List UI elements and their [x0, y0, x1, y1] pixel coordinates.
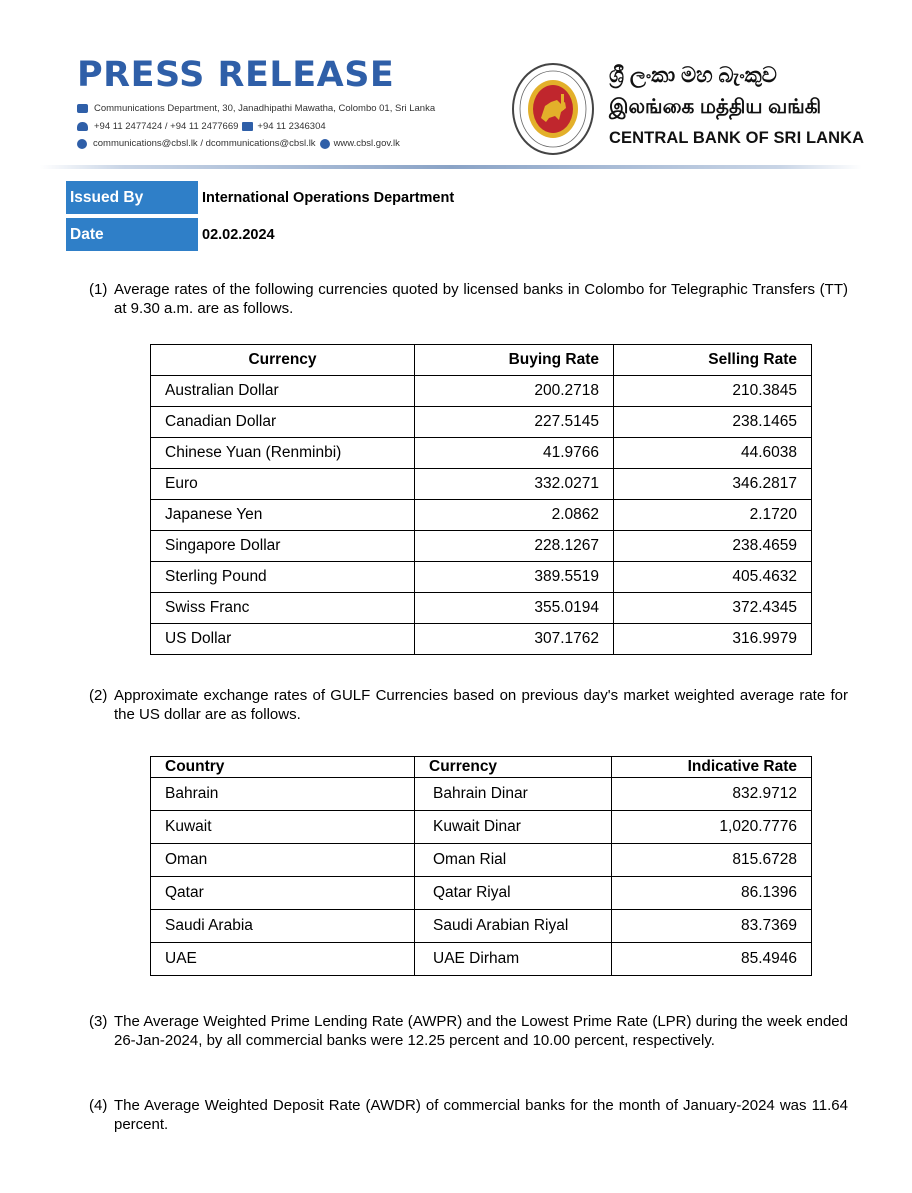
currency-cell: Singapore Dollar	[151, 531, 415, 562]
buying-rate-cell: 389.5519	[415, 562, 614, 593]
section-1-paragraph	[89, 280, 848, 318]
currency-cell: Australian Dollar	[151, 376, 415, 407]
indicative-rate-cell: 1,020.7776	[612, 811, 812, 844]
contact-email	[77, 138, 400, 149]
selling-rate-cell: 316.9979	[614, 624, 812, 655]
table-row	[151, 407, 812, 438]
table-row	[151, 469, 812, 500]
selling-rate-cell: 238.1465	[614, 407, 812, 438]
currency-cell: Qatar Riyal	[415, 877, 612, 910]
table-row	[151, 562, 812, 593]
address-text: Communications Department, 30, Janadhipathi Mawatha, Colombo 01, Sri Lanka	[94, 103, 436, 114]
date-label: Date	[66, 218, 198, 251]
table-row	[151, 778, 812, 811]
currency-cell: Saudi Arabian Riyal	[415, 910, 612, 943]
bank-name-english: CENTRAL BANK OF SRI LANKA	[609, 129, 865, 147]
central-bank-seal-logo	[511, 62, 595, 156]
website-text[interactable]: www.cbsl.gov.lk	[333, 138, 400, 149]
selling-rate-cell: 405.4632	[614, 562, 812, 593]
currency-cell: Chinese Yuan (Renminbi)	[151, 438, 415, 469]
indicative-rate-cell: 83.7369	[612, 910, 812, 943]
section-number: (2)	[89, 687, 108, 704]
issued-by-value: International Operations Department	[202, 189, 455, 206]
currency-cell: US Dollar	[151, 624, 415, 655]
bank-name-sinhala: ශ්‍රී ලංකා මහ බැංකුව	[609, 64, 777, 87]
currency-cell: UAE Dirham	[415, 943, 612, 976]
bank-name-tamil: இலங்கை மத்திய வங்கி	[609, 96, 822, 118]
section-number: (3)	[89, 1013, 108, 1030]
issued-by-label: Issued By	[66, 181, 198, 214]
country-cell: UAE	[151, 943, 415, 976]
country-cell: Bahrain	[151, 778, 415, 811]
fax-text: +94 11 2346304	[257, 121, 326, 132]
buying-rate-cell: 200.2718	[415, 376, 614, 407]
table-row	[151, 500, 812, 531]
table-row	[151, 593, 812, 624]
selling-rate-cell: 346.2817	[614, 469, 812, 500]
date-value: 02.02.2024	[202, 226, 275, 243]
table-row	[151, 877, 812, 910]
section-text: Approximate exchange rates of GULF Currencies based on previous day's market weighted average rate for the US dollar are as follows.	[114, 687, 848, 723]
phone-text: +94 11 2477424 / +94 11 2477669	[94, 121, 239, 132]
table-row	[151, 811, 812, 844]
contact-phone	[77, 121, 326, 132]
tt-rates-table	[150, 344, 812, 655]
table-header-row	[151, 757, 812, 778]
mail-icon	[77, 104, 88, 113]
column-header-selling-rate: Selling Rate	[614, 345, 812, 376]
header-divider	[40, 165, 862, 169]
table-row	[151, 376, 812, 407]
table-header-row	[151, 345, 812, 376]
country-cell: Qatar	[151, 877, 415, 910]
phone-icon	[77, 122, 88, 131]
buying-rate-cell: 2.0862	[415, 500, 614, 531]
section-number: (1)	[89, 281, 108, 298]
section-text: The Average Weighted Prime Lending Rate (AWPR) and the Lowest Prime Rate (LPR) during the week ended 26-Jan-2024, by all commercial banks were 12.25 percent and 10.00 percent, respectively.	[114, 1013, 848, 1049]
fax-icon	[242, 122, 253, 131]
page-title: PRESS RELEASE	[77, 55, 395, 95]
column-header-currency: Currency	[415, 757, 612, 778]
currency-cell: Canadian Dollar	[151, 407, 415, 438]
indicative-rate-cell: 85.4946	[612, 943, 812, 976]
indicative-rate-cell: 815.6728	[612, 844, 812, 877]
table-row	[151, 844, 812, 877]
table-row	[151, 531, 812, 562]
selling-rate-cell: 44.6038	[614, 438, 812, 469]
currency-cell: Swiss Franc	[151, 593, 415, 624]
table-row	[151, 910, 812, 943]
column-header-country: Country	[151, 757, 415, 778]
column-header-indicative-rate: Indicative Rate	[612, 757, 812, 778]
indicative-rate-cell: 832.9712	[612, 778, 812, 811]
section-4-paragraph	[89, 1096, 848, 1134]
selling-rate-cell: 210.3845	[614, 376, 812, 407]
country-cell: Kuwait	[151, 811, 415, 844]
buying-rate-cell: 228.1267	[415, 531, 614, 562]
selling-rate-cell: 238.4659	[614, 531, 812, 562]
contact-address	[77, 103, 435, 114]
country-cell: Saudi Arabia	[151, 910, 415, 943]
section-2-paragraph	[89, 686, 848, 724]
at-icon	[77, 139, 87, 149]
selling-rate-cell: 2.1720	[614, 500, 812, 531]
section-number: (4)	[89, 1097, 108, 1114]
table-row	[151, 943, 812, 976]
section-3-paragraph	[89, 1012, 848, 1050]
currency-cell: Bahrain Dinar	[415, 778, 612, 811]
column-header-buying-rate: Buying Rate	[415, 345, 614, 376]
buying-rate-cell: 307.1762	[415, 624, 614, 655]
email-text[interactable]: communications@cbsl.lk / dcommunications@cbsl.lk	[93, 138, 316, 149]
buying-rate-cell: 355.0194	[415, 593, 614, 624]
currency-cell: Sterling Pound	[151, 562, 415, 593]
table-row	[151, 624, 812, 655]
currency-cell: Japanese Yen	[151, 500, 415, 531]
currency-cell: Kuwait Dinar	[415, 811, 612, 844]
country-cell: Oman	[151, 844, 415, 877]
currency-cell: Euro	[151, 469, 415, 500]
gulf-rates-table	[150, 756, 812, 976]
section-text: The Average Weighted Deposit Rate (AWDR) of commercial banks for the month of January-2024 was 11.64 percent.	[114, 1097, 848, 1133]
buying-rate-cell: 41.9766	[415, 438, 614, 469]
currency-cell: Oman Rial	[415, 844, 612, 877]
selling-rate-cell: 372.4345	[614, 593, 812, 624]
buying-rate-cell: 332.0271	[415, 469, 614, 500]
indicative-rate-cell: 86.1396	[612, 877, 812, 910]
column-header-currency: Currency	[151, 345, 415, 376]
table-row	[151, 438, 812, 469]
section-text: Average rates of the following currencies quoted by licensed banks in Colombo for Telegraphic Transfers (TT) at 9.30 a.m. are as follows.	[114, 281, 848, 317]
globe-icon	[320, 139, 330, 149]
buying-rate-cell: 227.5145	[415, 407, 614, 438]
